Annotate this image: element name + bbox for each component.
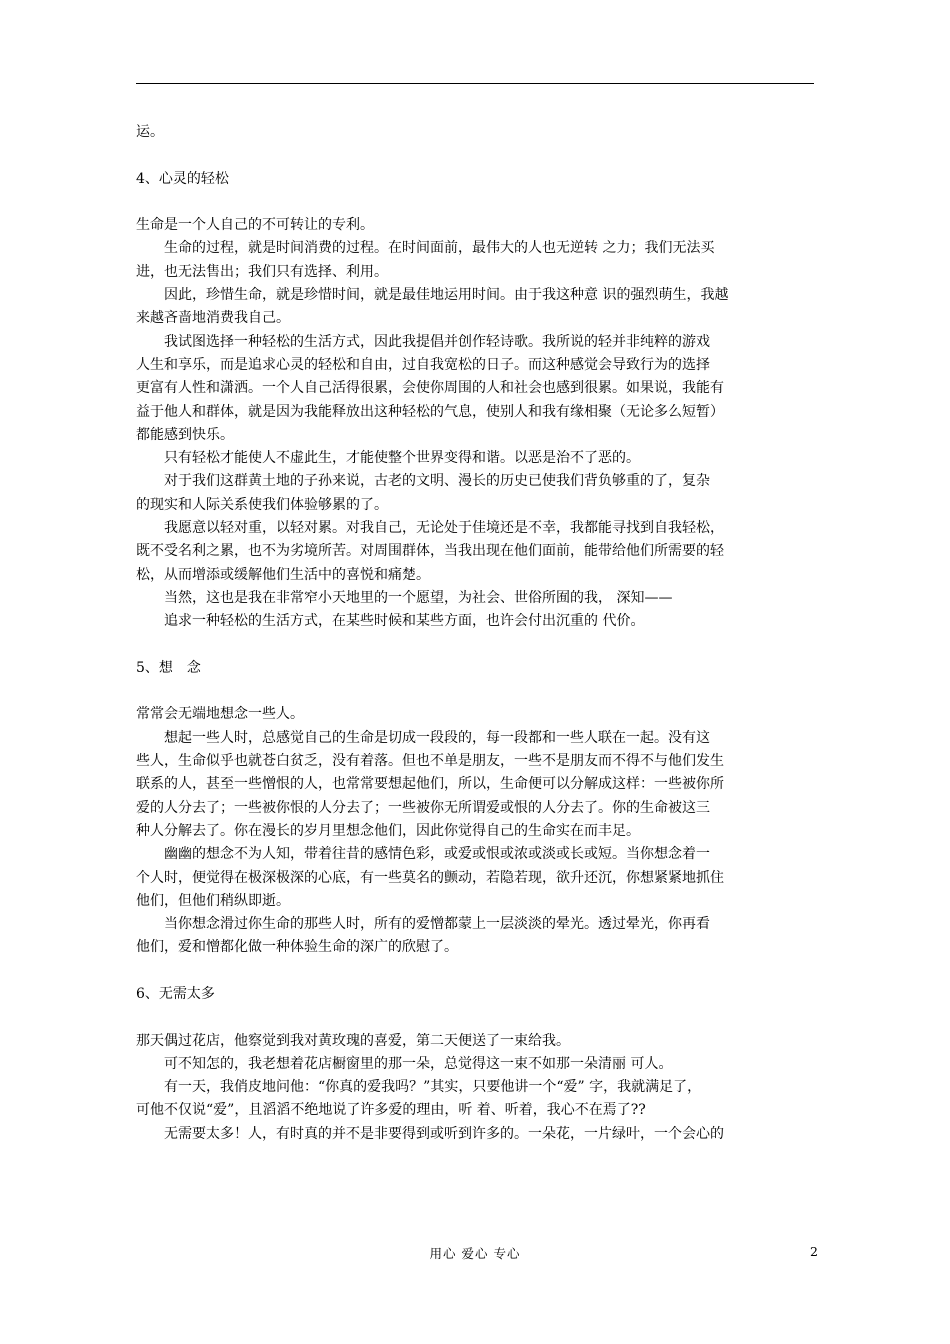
body-text-line: 可不知怎的，我老想着花店橱窗里的那一朵，总觉得这一束不如那一朵清丽 可人。	[164, 1055, 673, 1072]
body-text-line: 生命是一个人自己的不可转让的专利。	[136, 217, 374, 234]
body-text-line: 当你想念滑过你生命的那些人时，所有的爱憎都蒙上一层淡淡的晕光。透过晕光，你再看	[164, 916, 710, 933]
body-text-line: 益于他人和群体，就是因为我能释放出这种轻松的气息，使别人和我有缘相聚（无论多么短暂）	[136, 403, 724, 420]
paragraph-gap	[136, 960, 818, 983]
body-text-line: 他们，但他们稍纵即逝。	[136, 892, 290, 909]
body-text-line: 只有轻松才能使人不虚此生，才能使整个世界变得和谐。以恶是治不了恶的。	[164, 450, 640, 467]
paragraph-gap	[136, 680, 818, 703]
page-number: 2	[810, 1244, 818, 1259]
header-rule	[136, 83, 814, 84]
document-body	[136, 121, 818, 1146]
body-text-line: 有一天，我俏皮地问他：“你真的爱我吗？”其实，只要他讲一个“爱” 字，我就满足了，	[164, 1079, 702, 1096]
body-text-line: 我试图选择一种轻松的生活方式，因此我提倡并创作轻诗歌。我所说的轻并非纯粹的游戏	[164, 333, 710, 350]
paragraph-gap	[136, 634, 818, 657]
body-text-line: 进，也无法售出；我们只有选择、利用。	[136, 263, 388, 280]
body-text-line: 松，从而增添或缓解他们生活中的喜悦和痛楚。	[136, 566, 430, 583]
page-footer	[0, 1244, 950, 1264]
body-text-line: 我愿意以轻对重，以轻对累。对我自己，无论处于佳境还是不幸，我都能寻找到自我轻松，	[164, 520, 724, 537]
body-text-line: 种人分解去了。你在漫长的岁月里想念他们，因此你觉得自己的生命实在而丰足。	[136, 822, 640, 839]
paragraph-gap	[136, 191, 818, 214]
body-text-line: 常常会无端地想念一些人。	[136, 706, 304, 723]
continuation-text: 运。	[136, 124, 164, 140]
body-text-line: 无需要太多！人，有时真的并不是非要得到或听到许多的。一朵花，一片绿叶，一个会心的	[164, 1125, 724, 1142]
body-text-line: 因此，珍惜生命，就是珍惜时间，就是最佳地运用时间。由于我这种意 识的强烈萌生，我越	[164, 287, 729, 304]
footer-motto: 用心 爱心 专心	[429, 1246, 521, 1261]
section-heading: 5、想 念	[136, 659, 201, 676]
body-text-line: 个人时，便觉得在极深极深的心底，有一些莫名的颤动，若隐若现，欲升还沉，你想紧紧地抓住	[136, 869, 724, 886]
body-text-line: 都能感到快乐。	[136, 426, 234, 443]
body-text-line: 追求一种轻松的生活方式，在某些时候和某些方面，也许会付出沉重的 代价。	[164, 613, 645, 630]
body-text-line: 些人，生命似乎也就苍白贫乏，没有着落。但也不单是朋友，一些不是朋友而不得不与他们发生	[136, 753, 724, 770]
body-text-line: 想起一些人时，总感觉自己的生命是切成一段段的，每一段都和一些人联在一起。没有这	[164, 729, 710, 746]
paragraph-gap	[136, 144, 818, 167]
body-text-line: 人生和享乐，而是追求心灵的轻松和自由，过自我宽松的日子。而这种感觉会导致行为的选择	[136, 356, 710, 373]
body-text-line: 爱的人分去了；一些被你恨的人分去了；一些被你无所谓爱或恨的人分去了。你的生命被这三	[136, 799, 710, 816]
body-text-line: 幽幽的想念不为人知，带着往昔的感情色彩，或爱或恨或浓或淡或长或短。当你想念着一	[164, 846, 710, 863]
body-text-line: 当然，这也是我在非常窄小天地里的一个愿望，为社会、世俗所囿的我， 深知——	[164, 589, 673, 606]
section-heading: 4、心灵的轻松	[136, 170, 229, 187]
section-heading: 6、无需太多	[136, 985, 215, 1002]
paragraph-gap	[136, 1006, 818, 1029]
body-text-line: 他们，爱和憎都化做一种体验生命的深广的欣慰了。	[136, 939, 458, 956]
body-text-line: 联系的人，甚至一些憎恨的人，也常常要想起他们，所以，生命便可以分解成这样：一些被你所	[136, 776, 724, 793]
body-text-line: 的现实和人际关系使我们体验够累的了。	[136, 496, 388, 513]
body-text-line: 对于我们这群黄土地的子孙来说，古老的文明、漫长的历史已使我们背负够重的了，复杂	[164, 473, 710, 490]
body-text-line: 可他不仅说“爱”，且滔滔不绝地说了许多爱的理由，听 着、听着，我心不在焉了??	[136, 1102, 646, 1119]
body-text-line: 那天偶过花店，他察觉到我对黄玫瑰的喜爱，第二天便送了一束给我。	[136, 1032, 570, 1049]
body-text-line: 来越吝啬地消费我自己。	[136, 310, 290, 327]
body-text-line: 更富有人性和潇洒。一个人自己活得很累，会使你周围的人和社会也感到很累。如果说，我能有	[136, 380, 724, 397]
body-text-line: 生命的过程，就是时间消费的过程。在时间面前，最伟大的人也无逆转 之力；我们无法买	[164, 240, 715, 257]
body-text-line: 既不受名利之累，也不为劣境所苦。对周围群体，当我出现在他们面前，能带给他们所需要的轻	[136, 543, 724, 560]
